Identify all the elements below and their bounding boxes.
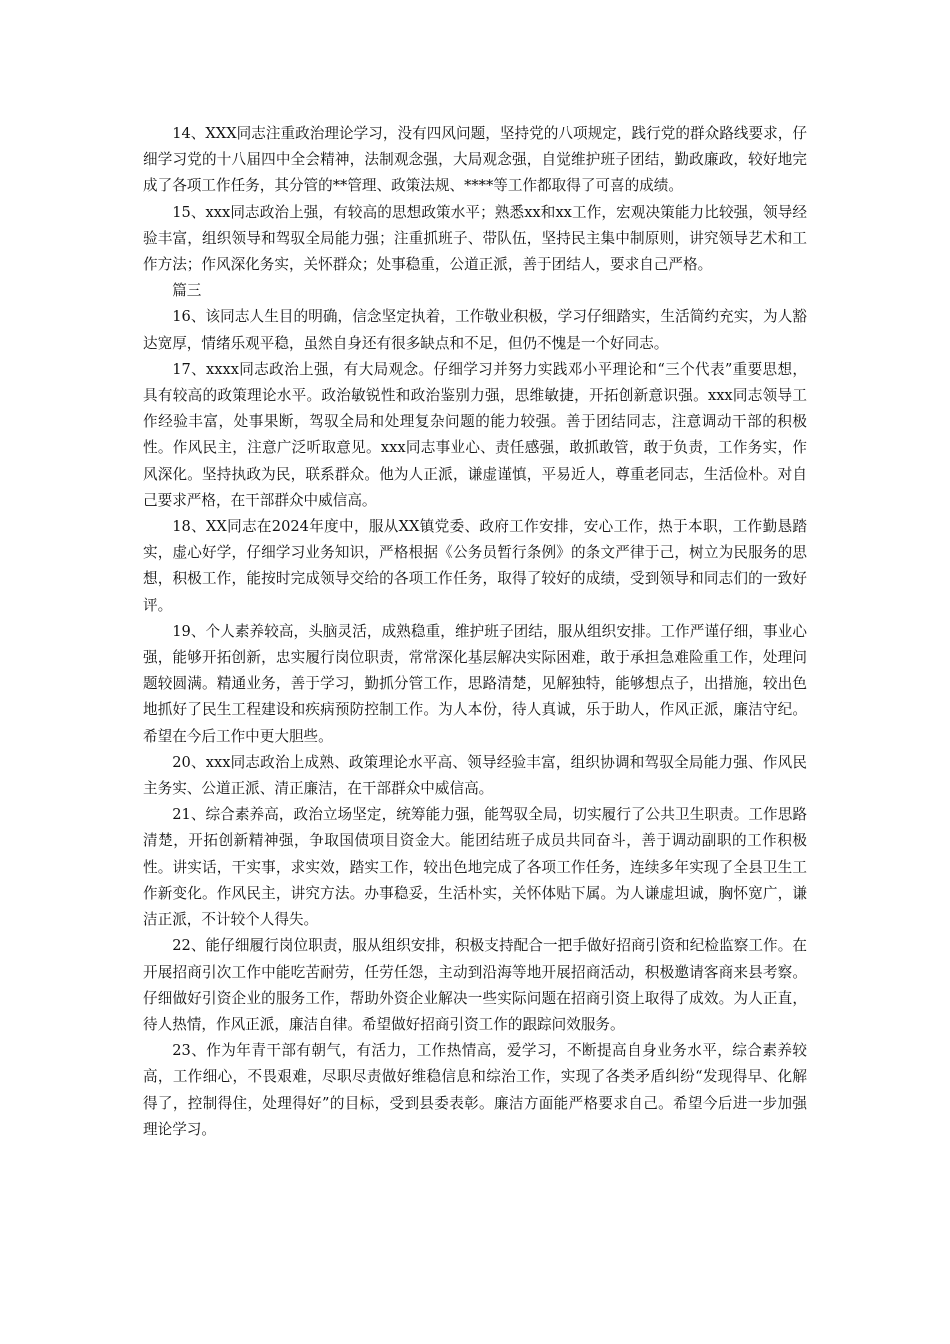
paragraph-22: 22、能仔细履行岗位职责，服从组织安排，积极支持配合一把手做好招商引资和纪检监察工作。在开展招商引次工作中能吃苦耐劳，任劳任怨，主动到沿海等地开展招商活动，积极邀请客商来县考察。仔细做好引资企业的服务工作，帮助外资企业解决一些实际问题在招商引资上取得了成效。为人正直，待人热情，作风正派，廉洁自律。希望做好招商引资工作的跟踪问效服务。 bbox=[143, 937, 807, 1033]
paragraph-18: 18、XX同志在2024年度中，服从XX镇党委、政府工作安排，安心工作，热于本职，工作勤恳踏实，虚心好学，仔细学习业务知识，严格根据《公务员暂行条例》的条文严律于己，树立为民服务的思想，积极工作，能按时完成领导交给的各项工作任务，取得了较好的成绩，受到领导和同志们的一致好评。 bbox=[143, 518, 807, 614]
section-heading: 篇三 bbox=[172, 282, 202, 300]
paragraph-17: 17、xxxx同志政治上强，有大局观念。仔细学习并努力实践邓小平理论和“三个代表”重要思想，具有较高的政策理论水平。政治敏锐性和政治鉴别力强，思维敏捷，开拓创新意识强。xxx同志领导工作经验丰富，处事果断，驾驭全局和处理复杂问题的能力较强。善于团结同志，注意调动干部的积极性。作风民主，注意广泛听取意见。xxx同志事业心、责任感强，敢抓敢管，敢于负责，工作务实，作风深化。坚持执政为民，联系群众。他为人正派，谦虚谨慎，平易近人，尊重老同志，生活俭朴。对自己要求严格，在干部群众中威信高。 bbox=[143, 360, 807, 509]
paragraph-15: 15、xxx同志政治上强，有较高的思想政策水平；熟悉xx和xx工作，宏观决策能力比较强，领导经验丰富，组织领导和驾驭全局能力强；注重抓班子、带队伍，坚持民主集中制原则，讲究领导艺术和工作方法；作风深化务实，关怀群众；处事稳重，公道正派，善于团结人，要求自己严格。 bbox=[143, 203, 807, 274]
paragraph-23: 23、作为年青干部有朝气，有活力，工作热情高，爱学习，不断提高自身业务水平，综合素养较高，工作细心，不畏艰难，尽职尽责做好维稳信息和综治工作，实现了各类矛盾纠纷“发现得早、化解得了，控制得住，处理得好”的目标，受到县委表彰。廉洁方面能严格要求自己。希望今后进一步加强理论学习。 bbox=[143, 1042, 807, 1138]
document-body bbox=[143, 121, 807, 1143]
paragraph-14: 14、XXX同志注重政治理论学习，没有四风问题，坚持党的八项规定，践行党的群众路线要求，仔细学习党的十八届四中全会精神，法制观念强，大局观念强，自觉维护班子团结，勤政廉政，较好地完成了各项工作任务，其分管的**管理、政策法规、****等工作都取得了可喜的成绩。 bbox=[143, 125, 807, 195]
paragraph-19: 19、个人素养较高，头脑灵活，成熟稳重，维护班子团结，服从组织安排。工作严谨仔细，事业心强，能够开拓创新，忠实履行岗位职责，常常深化基层解决实际困难，敢于承担急难险重工作，处理问题较圆满。精通业务，善于学习，勤抓分管工作，思路清楚，见解独特，能够想点子，出措施，较出色地抓好了民生工程建设和疾病预防控制工作。为人本份，待人真诚，乐于助人，作风正派，廉洁守纪。希望在今后工作中更大胆些。 bbox=[143, 622, 807, 745]
paragraph-20: 20、xxx同志政治上成熟、政策理论水平高、领导经验丰富，组织协调和驾驭全局能力强、作风民主务实、公道正派、清正廉洁，在干部群众中威信高。 bbox=[143, 753, 807, 798]
paragraph-16: 16、该同志人生目的明确，信念坚定执着，工作敬业积极，学习仔细踏实，生活简约充实，为人豁达宽厚，情绪乐观平稳，虽然自身还有很多缺点和不足，但仍不愧是一个好同志。 bbox=[143, 308, 807, 352]
paragraph-21: 21、综合素养高，政治立场坚定，统筹能力强，能驾驭全局，切实履行了公共卫生职责。工作思路清楚，开拓创新精神强，争取国债项目资金大。能团结班子成员共同奋斗，善于调动副职的工作积极性。讲实话，干实事，求实效，踏实工作，较出色地完成了各项工作任务，连续多年实现了全县卫生工作新变化。作风民主，讲究方法。办事稳妥，生活朴实，关怀体贴下属。为人谦虚坦诚，胸怀宽广，谦洁正派，不计较个人得失。 bbox=[143, 806, 807, 929]
